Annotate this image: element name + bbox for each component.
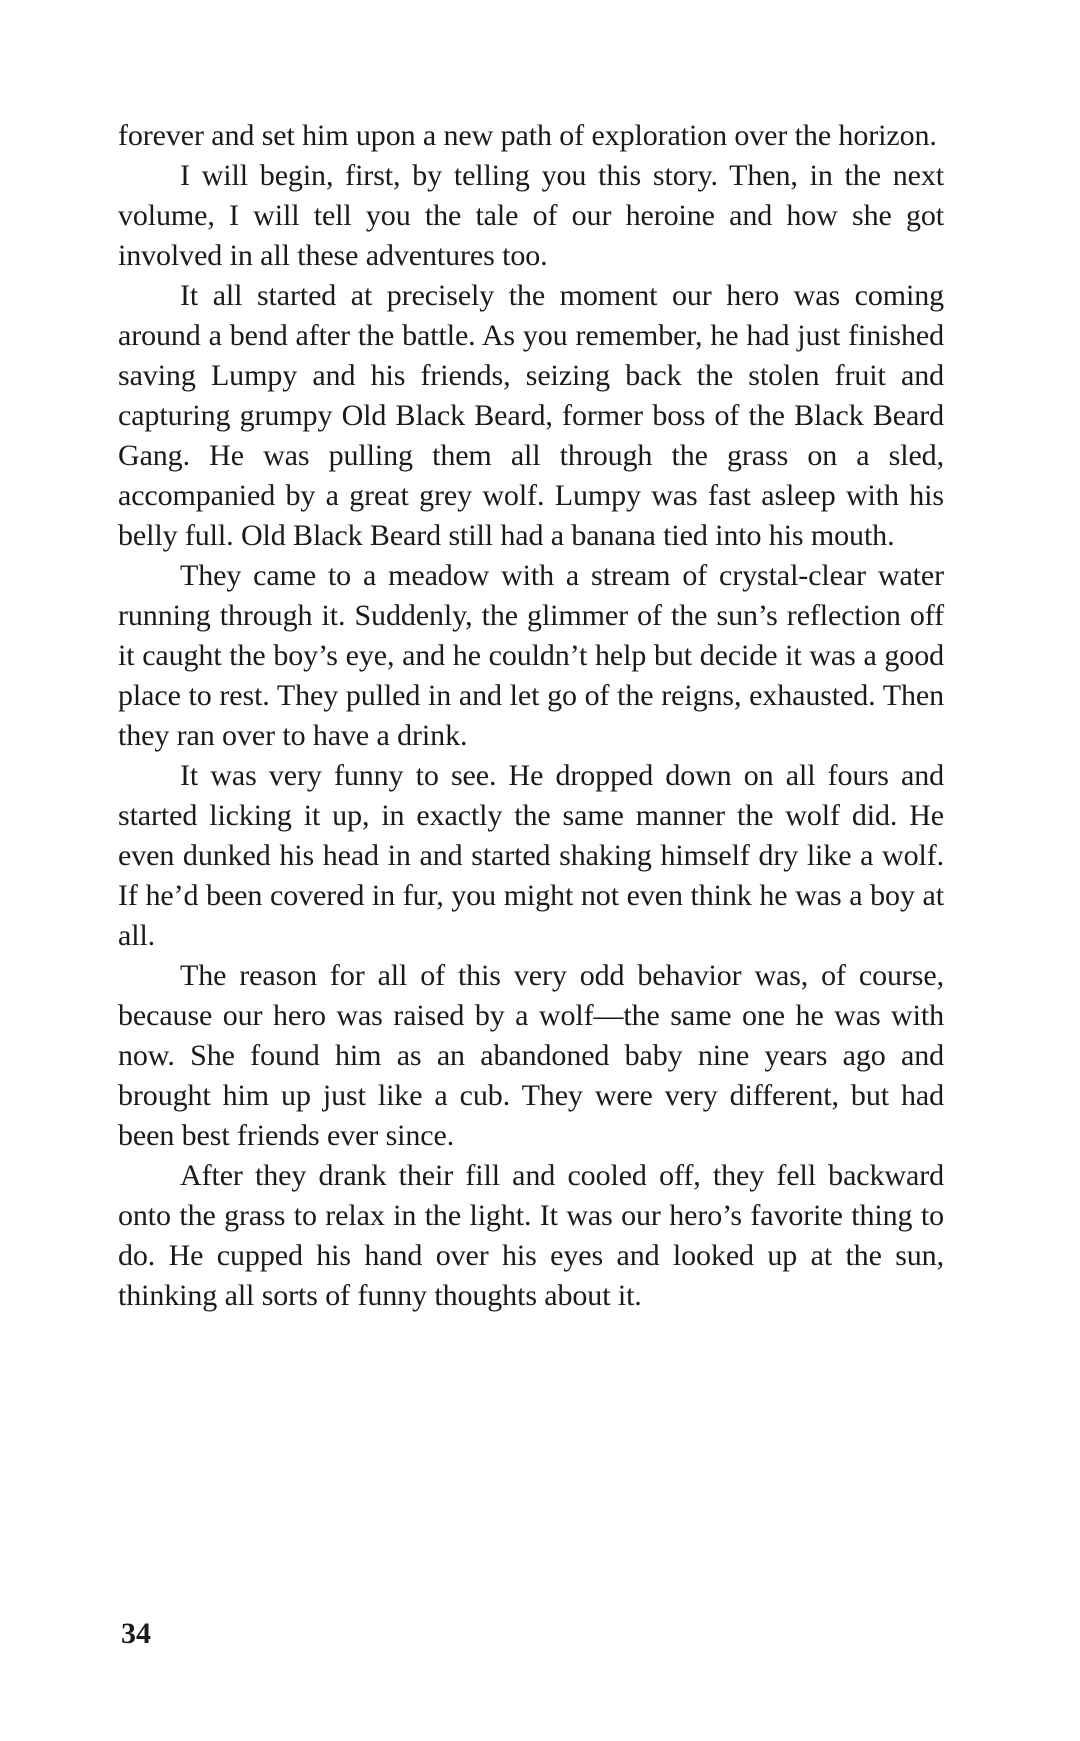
paragraph: I will begin, first, by telling you this story. Then, in the next volume, I will tell you the tale of our heroine and how she got involved in all these adventures too. (118, 159, 944, 272)
paragraph: They came to a meadow with a stream of crystal-clear water running through it. Suddenly, the glimmer of the sun’s reflection off it caught the boy’s eye, and he couldn’t help but decide it was a good place to rest. They pulled in and let go of the reigns, exhausted. Then they ran over to have a drink. (118, 559, 944, 752)
paragraph: It all started at precisely the moment our hero was coming around a bend after the battle. As you remember, he had just finished saving Lumpy and his friends, seizing back the stolen fruit and capturing grumpy Old Black Beard, former boss of the Black Beard Gang. He was pulling them all through the grass on a sled, accompanied by a great grey wolf. Lumpy was fast asleep with his belly full. Old Black Beard still had a banana tied into his mouth. (118, 279, 944, 552)
paragraph: It was very funny to see. He dropped down on all fours and started licking it up, in exactly the same manner the wolf did. He even dunked his head in and started shaking himself dry like a wolf. If he’d been covered in fur, you might not even think he was a boy at all. (118, 759, 944, 952)
body-text (118, 116, 944, 1316)
paragraph: After they drank their fill and cooled off, they fell backward onto the grass to relax in the light. It was our hero’s favorite thing to do. He cupped his hand over his eyes and looked up at the sun, thinking all sorts of funny thoughts about it. (118, 1159, 944, 1312)
page-number: 34 (121, 1617, 151, 1650)
paragraph: forever and set him upon a new path of exploration over the horizon. (118, 119, 937, 152)
paragraph: The reason for all of this very odd behavior was, of course, because our hero was raised by a wolf—the same one he was with now. She found him as an abandoned baby nine years ago and brought him up just like a cub. They were very different, but had been best friends ever since. (118, 959, 944, 1152)
